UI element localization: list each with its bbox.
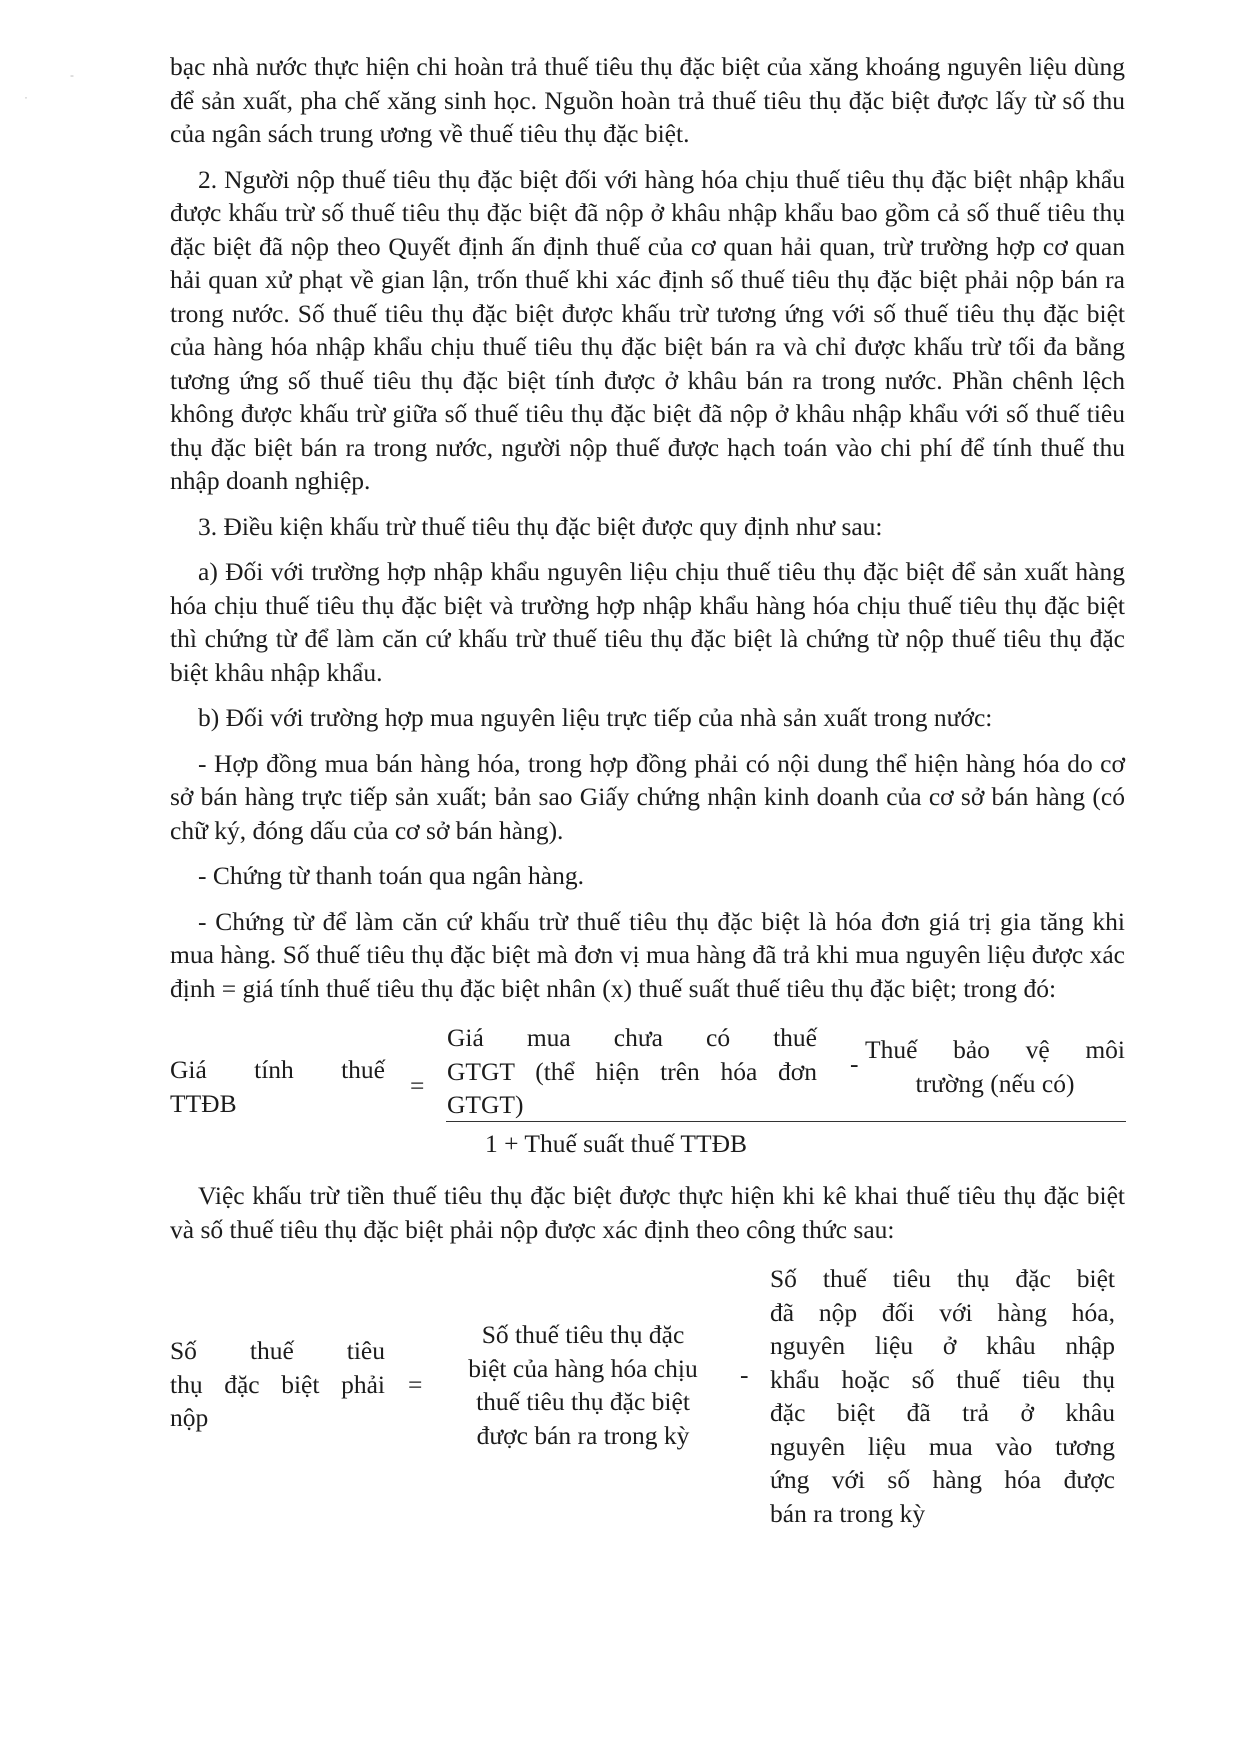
document-body [170,50,1125,1530]
paragraph-contract-requirement: - Hợp đồng mua bán hàng hóa, trong hợp đồng phải có nội dung thể hiện hàng hóa do cơ sở bán hàng trực tiếp sản xuất; bản sao Giấy chứng nhận kinh doanh của cơ sở bán hàng (có chữ ký, đóng dấu của cơ sở bán hàng). [170,748,1125,845]
scan-speck: - [70,68,74,82]
paragraph-item-a: a) Đối với trường hợp nhập khẩu nguyên liệu chịu thuế tiêu thụ đặc biệt để sản xuất hàng hóa chịu thuế tiêu thụ đặc biệt và trường hợp nhập khẩu hàng hóa chịu thuế tiêu thụ đặc biệt thì chứng từ để làm căn cứ khấu trừ thuế tiêu thụ đặc biệt là chứng từ nộp thuế tiêu thụ đặc biệt khâu nhập khẩu. [170,557,1125,687]
formula1-term-line: GTGT (thể hiện trên hóa đơn [447,1056,817,1086]
formula2-lhs-line: nộp [170,1403,209,1432]
formula2-tax-on-sold-goods [448,1318,718,1452]
formula2-lhs-line: Số thuế tiêu [170,1336,385,1365]
formula2-minus-sign: - [740,1360,749,1389]
formula2-term-line: bán ra trong kỳ [770,1498,926,1528]
formula1-equals-sign: = [410,1071,425,1100]
paragraph-vat-invoice: - Chứng từ để làm căn cứ khấu trừ thuế tiêu thụ đặc biệt là hóa đơn giá trị gia tăng khi mua hàng. Số thuế tiêu thụ đặc biệt mà đơn vị mua hàng đã trả khi mua nguyên liệu được xác định = giá tính thuế tiêu thụ đặc biệt nhân (x) thuế suất thuế tiêu thụ đặc biệt; trong đó: [170,906,1125,1003]
formula1-term-line: Thuế bảo vệ môi [865,1035,1125,1064]
formula1-lhs-line: Giá tính thuế [170,1055,385,1084]
formula2-term-line: đặc biệt đã trả ở khâu [770,1398,1115,1427]
formula2-term-line: biệt của hàng hóa chịu [468,1353,698,1383]
formula2-term-line: nguyên liệu mua vào tương [770,1431,1115,1461]
formula2-term-line: được bán ra trong kỳ [476,1420,690,1450]
paragraph-clause-3: 3. Điều kiện khấu trừ thuế tiêu thụ đặc biệt được quy định như sau: [198,511,883,541]
paragraph-continuation: bạc nhà nước thực hiện chi hoàn trả thuế tiêu thụ đặc biệt của xăng khoáng nguyên liệu dùng để sản xuất, pha chế xăng sinh học. Nguồn hoàn trả thuế tiêu thụ đặc biệt được lấy từ số thu của ngân sách trung ương về thuế tiêu thụ đặc biệt. [170,52,1125,148]
formula-tax-payable [170,1262,1125,1530]
formula1-lhs-line: TTĐB [170,1088,237,1118]
formula1-term-line: trường (nếu có) [915,1068,1075,1098]
formula1-environment-tax-term [865,1033,1125,1100]
formula2-term-line: Số thuế tiêu thụ đặc [481,1320,685,1349]
formula2-term-line: nguyên liệu ở khâu nhập [770,1331,1115,1360]
formula1-purchase-price-term [447,1021,817,1122]
formula2-term-line: khẩu hoặc số thuế tiêu thụ [770,1364,1115,1394]
formula2-tax-already-paid [770,1262,1115,1530]
paragraph-clause-2: 2. Người nộp thuế tiêu thụ đặc biệt đối với hàng hóa chịu thuế tiêu thụ đặc biệt nhập khẩu được khấu trừ số thuế tiêu thụ đặc biệt đã nộp ở khâu nhập khẩu bao gồm cả số thuế tiêu thụ đặc biệt đã nộp theo Quyết định ấn định thuế của cơ quan hải quan, trừ trường hợp cơ quan hải quan xử phạt về gian lận, trốn thuế khi xác định số thuế tiêu thụ đặc biệt phải nộp bán ra trong nước. Số thuế tiêu thụ đặc biệt được khấu trừ tương ứng với số thuế tiêu thụ đặc biệt của hàng hóa nhập khẩu chịu thuế tiêu thụ đặc biệt bán ra và chỉ được khấu trừ tối đa bằng tương ứng số thuế tiêu thụ đặc biệt tính được ở khâu bán ra trong nước. Phần chênh lệch không được khấu trừ giữa số thuế tiêu thụ đặc biệt đã nộp ở khâu nhập khẩu với số thuế tiêu thụ đặc biệt bán ra trong nước, người nộp thuế được hạch toán vào chi phí để tính thuế thu nhập doanh nghiệp. [170,164,1125,495]
formula-taxable-price [170,1021,1125,1167]
formula2-term-line: thuế tiêu thụ đặc biệt [476,1387,690,1416]
formula2-term-line: ứng với số hàng hóa được [770,1465,1115,1494]
paragraph-bank-payment: - Chứng từ thanh toán qua ngân hàng. [198,861,584,890]
formula1-term-line: GTGT) [447,1090,524,1119]
formula1-minus-sign: - [850,1049,859,1078]
formula1-lhs [170,1053,385,1120]
formula1-fraction-bar [446,1121,1126,1122]
formula2-term-line: đã nộp đối với hàng hóa, [770,1297,1115,1327]
formula2-equals-sign: = [408,1370,423,1399]
formula2-term-line: Số thuế tiêu thụ đặc biệt [770,1264,1115,1293]
formula2-lhs-line: thụ đặc biệt phải [170,1369,385,1399]
formula2-lhs [170,1334,385,1435]
paragraph-deduction-formula-intro: Việc khấu trừ tiền thuế tiêu thụ đặc biệt được thực hiện khi kê khai thuế tiêu thụ đặc biệt và số thuế tiêu thụ đặc biệt phải nộp được xác định theo công thức sau: [170,1181,1125,1244]
formula1-denominator: 1 + Thuế suất thuế TTĐB [484,1129,748,1158]
scan-speck: · [24,90,28,104]
formula1-term-line: Giá mua chưa có thuế [447,1023,817,1052]
paragraph-item-b: b) Đối với trường hợp mua nguyên liệu trực tiếp của nhà sản xuất trong nước: [198,703,993,732]
